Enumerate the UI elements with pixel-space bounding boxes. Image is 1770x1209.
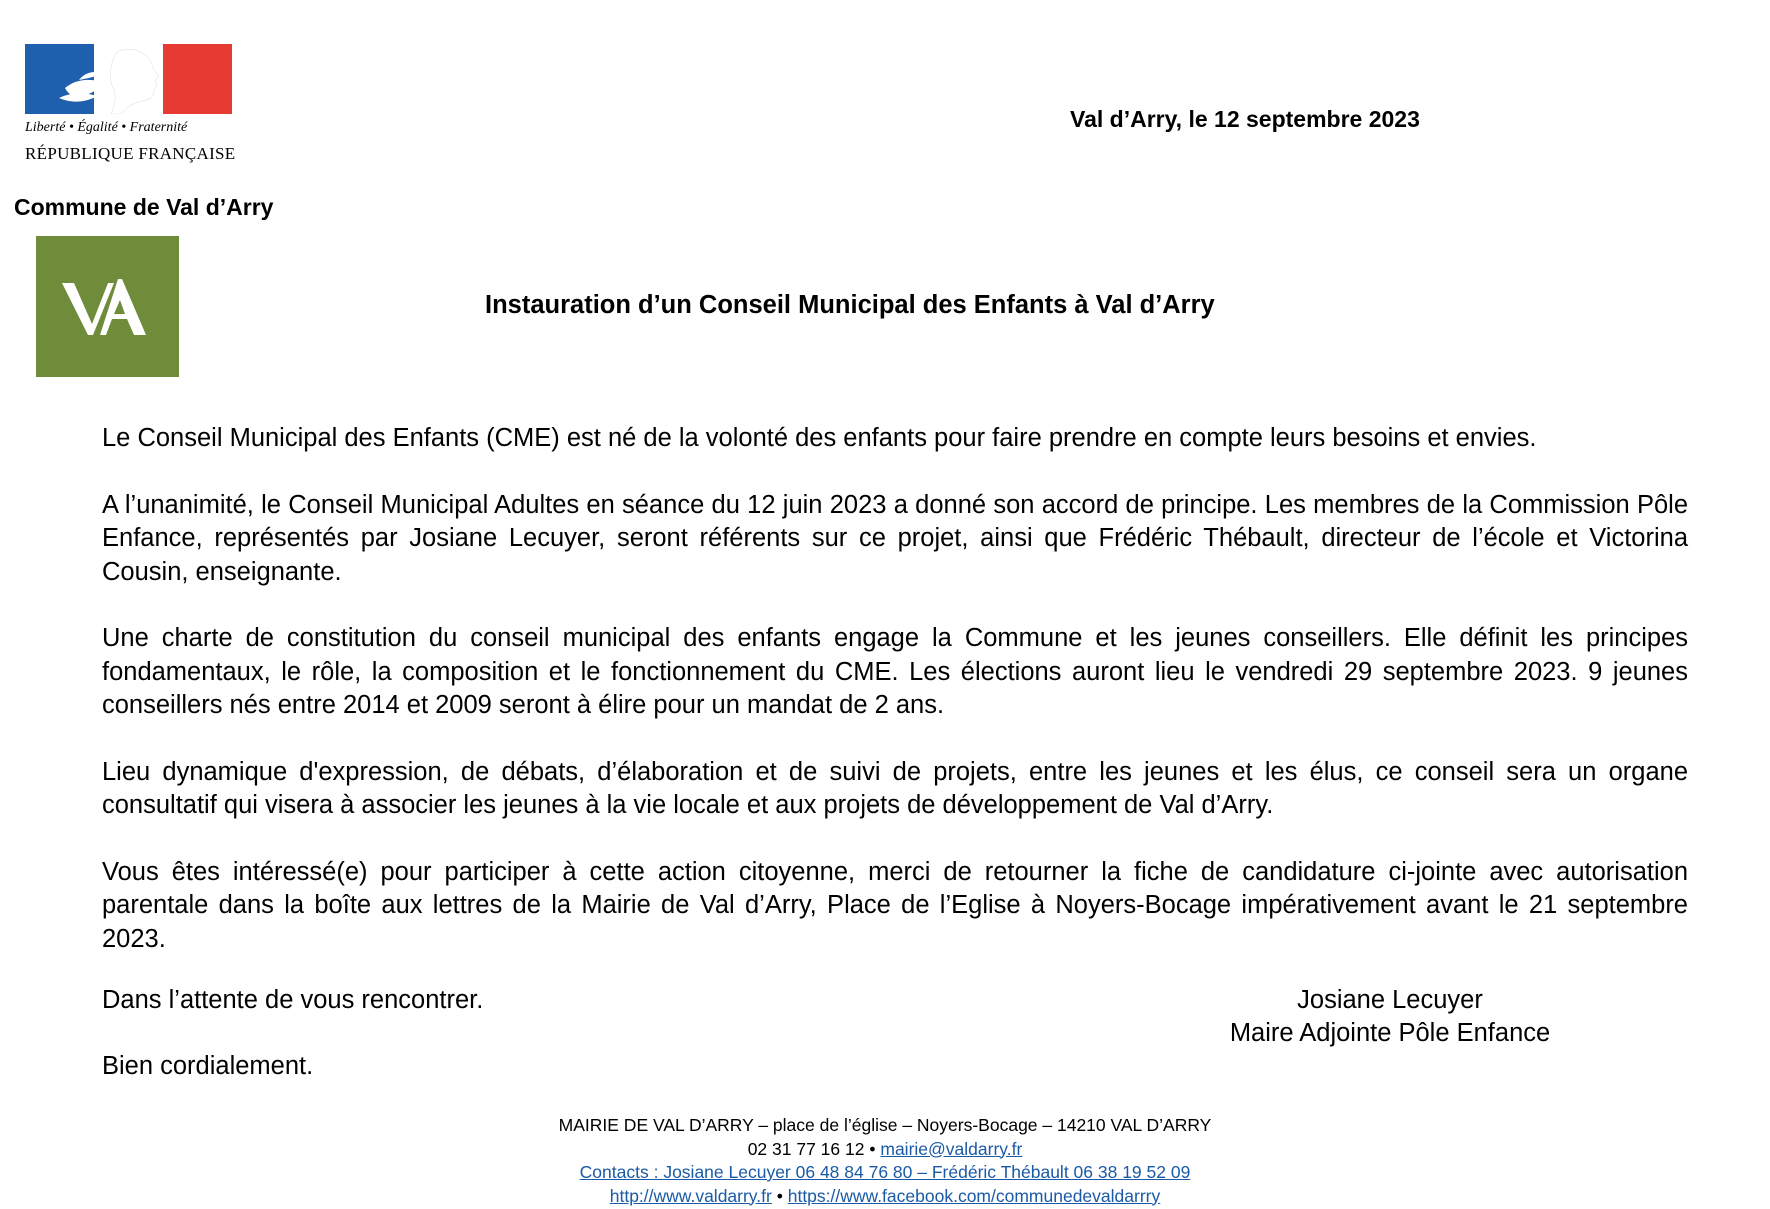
footer-phone-email [385,1138,1385,1162]
republic-motto: Liberté • Égalité • Fraternité [25,120,188,135]
letter-body [102,422,1688,989]
closing-greeting: Bien cordialement. [102,1052,314,1080]
paragraph: A l’unanimité, le Conseil Municipal Adultes en séance du 12 juin 2023 a donné son accord de principe. Les membres de la Commission Pôle Enfance, représentés par Josiane Lecuyer, seront référents sur ce projet, ainsi que Frédéric Thébault, directeur de l’école et Victorina Cousin, enseignante. [102,490,1688,586]
footer-facebook-link[interactable]: https://www.facebook.com/communedevaldarrry [787,1185,1161,1206]
closing-line: Dans l’attente de vous rencontrer. [102,986,484,1014]
va-monogram-icon [36,236,179,377]
footer-website-link[interactable]: http://www.valdarry.fr [609,1185,772,1206]
footer-separator: • [776,1185,783,1206]
signatory-name: Josiane Lecuyer [1297,986,1483,1014]
footer-phone: 02 31 77 16 12 [747,1138,865,1159]
footer-address: MAIRIE DE VAL D’ARRY – place de l’église – Noyers-Bocage – 14210 VAL D’ARRY [558,1115,1212,1135]
paragraph: Lieu dynamique d'expression, de débats, d’élaboration et de suivi de projets, entre les jeunes et les élus, ce conseil sera un organe consultatif qui visera à associer les jeunes à la vie locale et aux projets de développement de Val d’Arry. [102,757,1688,819]
signature-block [1190,984,1590,1050]
letter-footer [385,1114,1385,1208]
footer-contacts-link[interactable]: Contacts : Josiane Lecuyer 06 48 84 76 80 – Frédéric Thébault 06 38 19 52 09 [579,1162,1191,1182]
document-title: Instauration d’un Conseil Municipal des Enfants à Val d’Arry [485,291,1215,319]
val-darry-logo [36,236,179,377]
paragraph: Vous êtes intéressé(e) pour participer à cette action citoyenne, merci de retourner la fiche de candidature ci-jointe avec autorisation parentale dans la boîte aux lettres de la Mairie de Val d’Arry, Place de l’Eglise à Noyers-Bocage impérativement avant le 21 septembre 2023. [102,857,1688,953]
footer-web-links [385,1185,1385,1209]
footer-email-link[interactable]: mairie@valdarry.fr [880,1138,1023,1159]
signatory-role: Maire Adjointe Pôle Enfance [1229,1019,1551,1047]
paragraph: Une charte de constitution du conseil municipal des enfants engage la Commune et les jeunes conseillers. Elle définit les principes fondamentaux, le rôle, la composition et le fonctionnement du CME. Les élections auront lieu le vendredi 29 septembre 2023. 9 jeunes conseillers nés entre 2014 et 2009 seront à élire pour un mandat de 2 ans. [102,624,1688,719]
footer-separator: • [869,1138,876,1159]
letter-date: Val d’Arry, le 12 septembre 2023 [1070,106,1420,132]
republique-francaise-logo [25,44,235,172]
marianne-flag-icon [25,44,232,114]
republique-francaise-label: RÉPUBLIQUE FRANÇAISE [25,144,236,163]
commune-name: Commune de Val d’Arry [14,194,274,220]
paragraph: Le Conseil Municipal des Enfants (CME) est né de la volonté des enfants pour faire prendre en compte leurs besoins et envies. [102,424,1537,452]
